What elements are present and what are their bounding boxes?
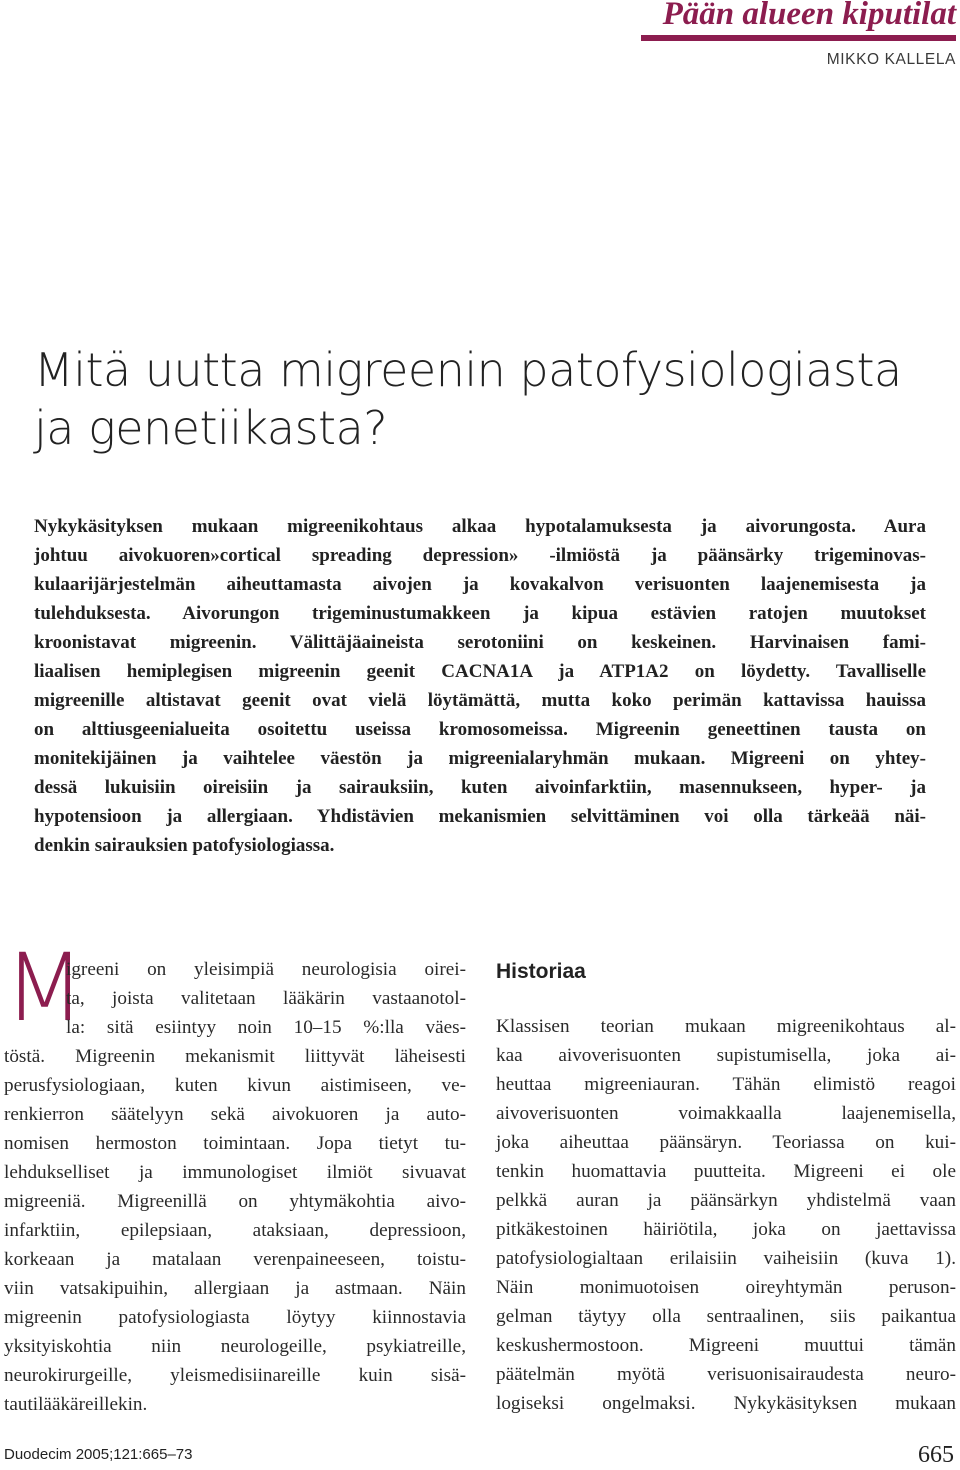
- paragraph-line: patofysiologialtaan erilaisiin vaiheisiin (kuva 1).: [496, 1248, 956, 1269]
- paragraph-line: joka aiheuttaa päänsäryn. Teoriassa on kui-: [496, 1132, 956, 1153]
- paragraph-line: töstä. Migreenin mekanismit liittyvät läheisesti: [4, 1046, 466, 1067]
- page-number: 665: [918, 1442, 954, 1468]
- paragraph-line: neurokirurgeille, yleismedisiinareille kuin sisä-: [4, 1365, 466, 1386]
- journal-citation: Duodecim 2005;121:665–73: [4, 1446, 193, 1463]
- abstract-line: denkin sairauksien patofysiologiassa.: [34, 835, 335, 856]
- paragraph-line: Klassisen teorian mukaan migreenikohtaus al-: [496, 1016, 956, 1037]
- paragraph-line: korkeaan ja matalaan verenpaineeseen, toistu-: [4, 1249, 466, 1270]
- paragraph-line: pitkäkestoinen häiriötila, joka on jaettavissa: [496, 1219, 956, 1240]
- paragraph-line: gelman täytyy olla sentraalinen, siis paikantua: [496, 1306, 956, 1327]
- author-name: MIKKO KALLELA: [826, 51, 956, 68]
- paragraph-line: lehdukselliset ja immunologiset ilmiöt sivuavat: [4, 1162, 466, 1183]
- paragraph-line: yksityiskohtia niin neurologeille, psykiatreille,: [4, 1336, 466, 1357]
- paragraph-line: migreenin patofysiologiasta löytyy kiinnostavia: [4, 1307, 466, 1328]
- abstract-line: monitekijäinen ja vaihtelee väestön ja migreenialaryhmän mukaan. Migreeni on yhtey-: [34, 748, 926, 769]
- drop-cap: M: [4, 934, 86, 1043]
- paragraph-line: päätelmän myötä verisuonisairaudesta neuro-: [496, 1364, 956, 1385]
- abstract-line: kroonistavat migreenin. Välittäjäaineista serotoniini on keskeinen. Harvinaisen fami-: [34, 632, 926, 653]
- abstract-line: on alttiusgeenialueita osoitettu useissa kromosomeissa. Migreenin geneettinen tausta on: [34, 719, 926, 740]
- paragraph-line: igreeni on yleisimpiä neurologisia oirei-: [66, 959, 466, 980]
- paragraph-line: aivoverisuonten voimakkaalla laajenemisella,: [496, 1103, 956, 1124]
- article-title-line-2: ja genetiikasta?: [34, 401, 388, 455]
- abstract-line: liaalisen hemiplegisen migreenin geenit CACNA1A ja ATP1A2 on löydetty. Tavalliselle: [34, 661, 926, 682]
- paragraph-line: infarktiin, epilepsiaan, ataksiaan, depressioon,: [4, 1220, 466, 1241]
- paragraph-line: tautilääkäreillekin.: [4, 1394, 148, 1415]
- abstract-line: hypotensioon ja allergiaan. Yhdistävien mekanismien selvittäminen voi olla tärkeää näi-: [34, 806, 926, 827]
- section-heading-historiaa: Historiaa: [496, 960, 586, 983]
- article-title-line-1: Mitä uutta migreenin patofysiologiasta: [34, 343, 902, 397]
- section-title-underline: [641, 35, 956, 41]
- section-title: Pään alueen kiputilat: [662, 0, 956, 32]
- abstract: [34, 512, 926, 860]
- paragraph-line: viin vatsakipuihin, allergiaan ja astmaan. Näin: [4, 1278, 466, 1299]
- paragraph-line: kaa aivoverisuonten supistumisella, joka ai-: [496, 1045, 956, 1066]
- abstract-line: Nykykäsityksen mukaan migreenikohtaus alkaa hypotalamuksesta ja aivorungosta. Aura: [34, 516, 926, 537]
- body-column-left: [4, 955, 466, 1419]
- paragraph-line: perusfysiologiaan, kuten kivun aistimiseen, ve-: [4, 1075, 466, 1096]
- paragraph-line: logiseksi ongelmaksi. Nykykäsityksen mukaan: [496, 1393, 956, 1414]
- paragraph-line: pelkkä auran ja päänsärkyn yhdistelmä vaan: [496, 1190, 956, 1211]
- paragraph-line: Näin monimuotoisen oireyhtymän peruson-: [496, 1277, 956, 1298]
- paragraph-line: la: sitä esiintyy noin 10–15 %:lla väes-: [66, 1017, 466, 1038]
- abstract-line: kulaarijärjestelmän aiheuttamasta aivojen ja kovakalvon verisuonten laajenemisesta ja: [34, 574, 926, 595]
- paragraph-line: heuttaa migreeniauran. Tähän elimistö reagoi: [496, 1074, 956, 1095]
- body-column-right: [496, 1012, 956, 1418]
- paragraph-line: tenkin huomattavia puutteita. Migreeni ei ole: [496, 1161, 956, 1182]
- abstract-line: tulehduksesta. Aivorungon trigeminustumakkeen ja kipua estävien ratojen muutokset: [34, 603, 926, 624]
- paragraph-line: keskushermostoon. Migreeni muuttui tämän: [496, 1335, 956, 1356]
- abstract-line: johtuu aivokuoren»cortical spreading depression» -ilmiöstä ja päänsärky trigeminovas-: [34, 545, 926, 566]
- paragraph-line: ta, joista valitetaan lääkärin vastaanotol-: [66, 988, 466, 1009]
- article-title: [34, 341, 944, 457]
- paragraph-line: nomisen hermoston toimintaan. Jopa tietyt tu-: [4, 1133, 466, 1154]
- paragraph-line: migreeniä. Migreenillä on yhtymäkohtia aivo-: [4, 1191, 466, 1212]
- abstract-line: migreenille altistavat geenit ovat vielä löytämättä, mutta koko perimän kattavissa hauissa: [34, 690, 926, 711]
- paragraph-line: renkierron säätelyyn sekä aivokuoren ja auto-: [4, 1104, 466, 1125]
- abstract-line: dessä lukuisiin oireisiin ja sairauksiin, kuten aivoinfarktiin, masennukseen, hyper- ja: [34, 777, 926, 798]
